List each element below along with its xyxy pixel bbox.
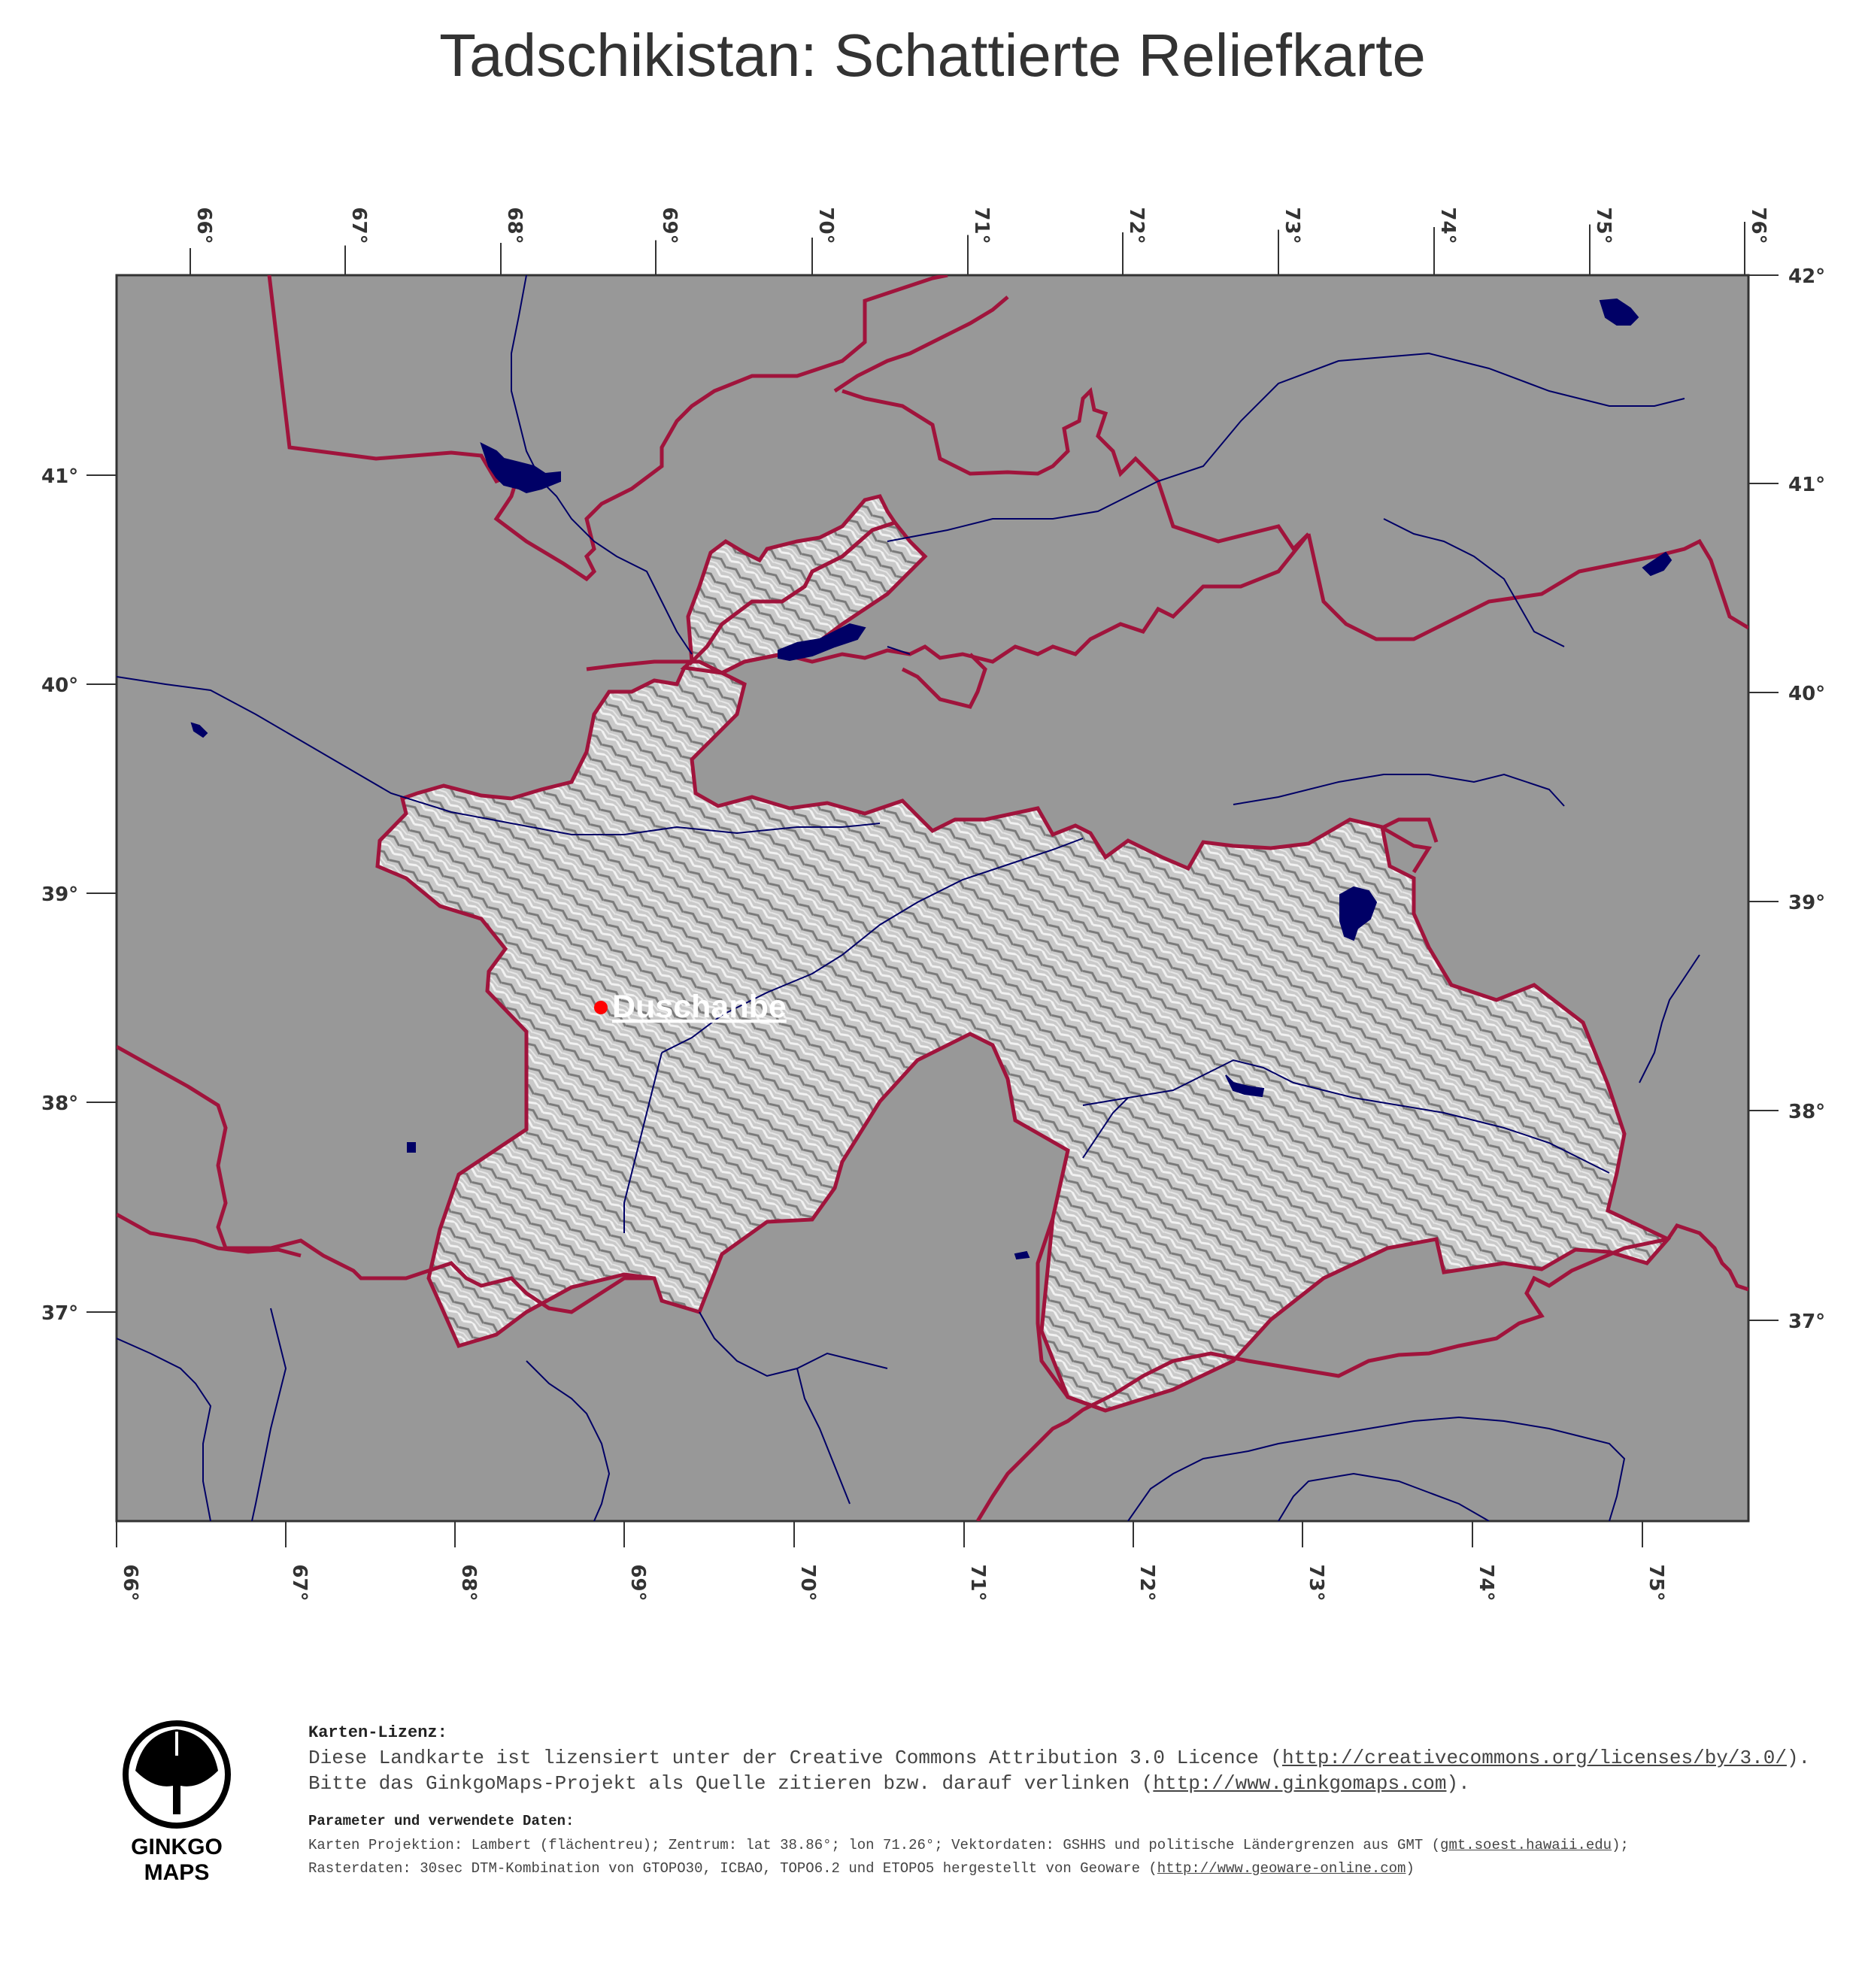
ginkgomaps-link[interactable]: http://www.ginkgomaps.com xyxy=(1153,1772,1447,1795)
top-lon-label: 75° xyxy=(1592,207,1615,244)
logo-line-1: GINKGO xyxy=(131,1835,223,1859)
lake-sw xyxy=(408,1143,415,1152)
bottom-lon-label: 69° xyxy=(626,1564,649,1602)
top-lon-label: 68° xyxy=(503,207,526,244)
params-line-1: Karten Projektion: Lambert (flächentreu); Zentrum: lat 38.86°; lon 71.26°; Vektordaten: GSHHS und politische Ländergrenzen aus GMT (gmt.soest.hawaii.edu); xyxy=(308,1837,1629,1853)
bottom-lon-label: 73° xyxy=(1305,1564,1327,1602)
right-lat-label: 37° xyxy=(1788,1311,1826,1333)
bottom-lon-label: 66° xyxy=(119,1564,141,1602)
gmt-link[interactable]: gmt.soest.hawaii.edu xyxy=(1440,1837,1612,1853)
capital-marker xyxy=(594,989,787,1025)
license-heading: Karten-Lizenz: xyxy=(308,1723,447,1742)
top-lon-label: 74° xyxy=(1436,207,1459,244)
params-heading: Parameter und verwendete Daten: xyxy=(308,1813,575,1829)
left-lat-label: 41° xyxy=(41,465,79,488)
bottom-lon-label: 74° xyxy=(1475,1564,1497,1602)
left-lat-label: 40° xyxy=(41,674,79,697)
top-lon-label: 67° xyxy=(347,207,370,244)
ginkgo-leaf-icon xyxy=(120,1718,233,1831)
left-lat-label: 37° xyxy=(41,1302,79,1325)
geoware-link[interactable]: http://www.geoware-online.com xyxy=(1157,1860,1406,1877)
right-lat-label: 41° xyxy=(1788,474,1826,496)
capital-dot xyxy=(594,1001,608,1014)
right-lat-label: 38° xyxy=(1788,1101,1826,1123)
bottom-lon-label: 67° xyxy=(288,1564,311,1602)
top-lon-label: 70° xyxy=(814,207,837,244)
capital-label: Duschanbe xyxy=(612,989,787,1025)
left-lat-label: 38° xyxy=(41,1092,79,1115)
top-lon-label: 71° xyxy=(970,207,993,244)
left-lat-label: 39° xyxy=(41,883,79,906)
top-lon-label: 72° xyxy=(1125,207,1148,244)
right-lat-label: 40° xyxy=(1788,683,1826,705)
top-lon-label: 76° xyxy=(1747,207,1769,244)
bottom-lon-label: 75° xyxy=(1645,1564,1667,1602)
logo-line-2: MAPS xyxy=(144,1860,210,1885)
license-line-2: Bitte das GinkgoMaps-Projekt als Quelle zitieren bzw. darauf verlinken (http://www.ginkgomaps.com). xyxy=(308,1772,1470,1795)
params-line-2: Rasterdaten: 30sec DTM-Kombination von GTOPO30, ICBAO, TOPO6.2 und ETOPO5 hergestellt von Geoware (http://www.geoware-online.com) xyxy=(308,1860,1415,1877)
ginkgo-maps-logo xyxy=(120,1718,233,1886)
bottom-lon-label: 68° xyxy=(457,1564,480,1602)
top-lon-label: 69° xyxy=(658,207,681,244)
bottom-lon-label: 71° xyxy=(966,1564,989,1602)
right-lat-label: 42° xyxy=(1788,265,1826,288)
bottom-lon-label: 72° xyxy=(1136,1564,1158,1602)
map-title: Tadschikistan: Schattierte Reliefkarte xyxy=(439,22,1426,89)
right-lat-label: 39° xyxy=(1788,892,1826,914)
map-footer xyxy=(308,1723,1850,1880)
license-line-1: Diese Landkarte ist lizensiert unter der Creative Commons Attribution 3.0 Licence (http://creativecommons.org/licenses/by/3.0/). xyxy=(308,1747,1811,1769)
bottom-lon-label: 70° xyxy=(796,1564,819,1602)
cc-license-link[interactable]: http://creativecommons.org/licenses/by/3.0/ xyxy=(1282,1747,1787,1769)
top-lon-label: 66° xyxy=(193,207,215,244)
top-lon-label: 73° xyxy=(1281,207,1303,244)
